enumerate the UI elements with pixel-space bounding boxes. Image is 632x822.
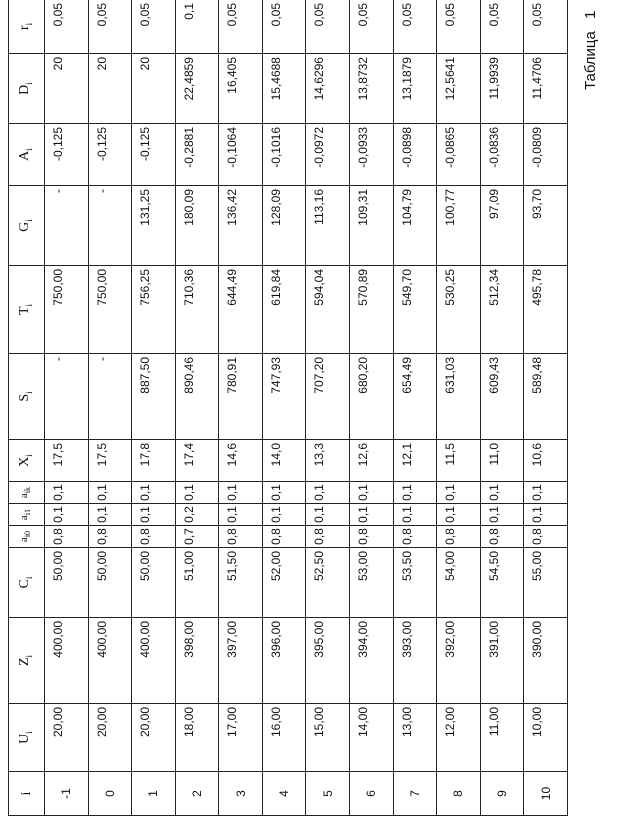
table-caption	[582, 0, 612, 90]
cell-s: 780,91	[219, 354, 263, 440]
header-s: $S_i$	[9, 354, 45, 440]
cell-z: 398,00	[175, 618, 219, 704]
cell-a1: 0,1	[262, 504, 306, 526]
cell-u: 20,00	[88, 704, 132, 772]
cell-z: 392,00	[437, 618, 481, 704]
cell-i: 8	[437, 772, 481, 816]
table-row	[393, 0, 437, 816]
cell-r: 0,05	[219, 0, 263, 54]
cell-u: 20,00	[45, 704, 89, 772]
cell-s: 890,46	[175, 354, 219, 440]
cell-x: 14,0	[262, 440, 306, 482]
header-t: $T_i$	[9, 266, 45, 354]
cell-z: 393,00	[393, 618, 437, 704]
cell-r: 0,05	[45, 0, 89, 54]
cell-g: 131,25	[132, 186, 176, 266]
cell-z: 397,00	[219, 618, 263, 704]
cell-a0: 0,8	[393, 526, 437, 548]
cell-s: 707,20	[306, 354, 350, 440]
cell-a1: 0,1	[393, 504, 437, 526]
cell-r: 0,05	[393, 0, 437, 54]
table-row	[350, 0, 394, 816]
cell-i: 6	[350, 772, 394, 816]
cell-a1: 0,1	[132, 504, 176, 526]
cell-c: 52,50	[306, 548, 350, 618]
cell-c: 50,00	[45, 548, 89, 618]
cell-x: 14,6	[219, 440, 263, 482]
cell-z: 400,00	[132, 618, 176, 704]
cell-ak: 0,1	[350, 482, 394, 504]
cell-t: 750,00	[88, 266, 132, 354]
table-row	[524, 0, 568, 816]
cell-x: 13,3	[306, 440, 350, 482]
cell-s: 887,50	[132, 354, 176, 440]
header-d: $D_i$	[9, 54, 45, 124]
cell-a1: 0,1	[45, 504, 89, 526]
cell-g: 128,09	[262, 186, 306, 266]
cell-d: 20	[45, 54, 89, 124]
cell-a1: 0,1	[350, 504, 394, 526]
table-row	[437, 0, 481, 816]
cell-t: 495,78	[524, 266, 568, 354]
cell-a: -0,125	[45, 124, 89, 186]
cell-i: 10	[524, 772, 568, 816]
cell-g: -	[88, 186, 132, 266]
cell-u: 18,00	[175, 704, 219, 772]
cell-x: 17,4	[175, 440, 219, 482]
cell-u: 17,00	[219, 704, 263, 772]
cell-ak: 0,1	[219, 482, 263, 504]
cell-u: 10,00	[524, 704, 568, 772]
cell-ak: 0,1	[480, 482, 524, 504]
cell-a0: 0,7	[175, 526, 219, 548]
cell-i: 7	[393, 772, 437, 816]
cell-u: 14,00	[350, 704, 394, 772]
cell-x: 11,5	[437, 440, 481, 482]
cell-g: 109,31	[350, 186, 394, 266]
caption-word: Таблица	[582, 31, 599, 90]
cell-t: 644,49	[219, 266, 263, 354]
cell-t: 710,36	[175, 266, 219, 354]
header-u: $U_i$	[9, 704, 45, 772]
cell-r: 0,05	[350, 0, 394, 54]
cell-d: 11,9939	[480, 54, 524, 124]
cell-a0: 0,8	[132, 526, 176, 548]
cell-a1: 0,2	[175, 504, 219, 526]
table-row	[219, 0, 263, 816]
cell-ak: 0,1	[306, 482, 350, 504]
cell-c: 50,00	[132, 548, 176, 618]
cell-a0: 0,8	[350, 526, 394, 548]
header-ak: $a_{ik}$	[9, 482, 45, 504]
cell-a0: 0,8	[437, 526, 481, 548]
data-table	[8, 0, 568, 816]
cell-a: -0,1016	[262, 124, 306, 186]
table-container	[8, 0, 568, 816]
cell-i: 3	[219, 772, 263, 816]
cell-u: 20,00	[132, 704, 176, 772]
cell-s: 680,20	[350, 354, 394, 440]
cell-s: 747,93	[262, 354, 306, 440]
cell-a0: 0,8	[88, 526, 132, 548]
table-row	[88, 0, 132, 816]
header-i: i	[9, 772, 45, 816]
cell-u: 12,00	[437, 704, 481, 772]
cell-r: 0,05	[524, 0, 568, 54]
header-g: $G_i$	[9, 186, 45, 266]
cell-r: 0,05	[132, 0, 176, 54]
cell-a: -0,2881	[175, 124, 219, 186]
cell-g: 136,42	[219, 186, 263, 266]
cell-z: 394,00	[350, 618, 394, 704]
cell-a0: 0,8	[45, 526, 89, 548]
header-a: $A_i$	[9, 124, 45, 186]
cell-ak: 0,1	[524, 482, 568, 504]
cell-i: 2	[175, 772, 219, 816]
cell-c: 51,00	[175, 548, 219, 618]
cell-x: 11,0	[480, 440, 524, 482]
cell-c: 55,00	[524, 548, 568, 618]
cell-t: 594,04	[306, 266, 350, 354]
header-r: $r_i$	[9, 0, 45, 54]
cell-c: 50,00	[88, 548, 132, 618]
cell-x: 17,5	[45, 440, 89, 482]
cell-d: 11,4706	[524, 54, 568, 124]
cell-x: 10,6	[524, 440, 568, 482]
table-row	[306, 0, 350, 816]
cell-t: 756,25	[132, 266, 176, 354]
cell-a: -0,0898	[393, 124, 437, 186]
cell-z: 400,00	[88, 618, 132, 704]
cell-s: -	[45, 354, 89, 440]
cell-d: 20	[132, 54, 176, 124]
cell-r: 0,05	[88, 0, 132, 54]
cell-r: 0,1	[175, 0, 219, 54]
cell-g: 93,70	[524, 186, 568, 266]
cell-s: 631,03	[437, 354, 481, 440]
cell-g: 104,79	[393, 186, 437, 266]
cell-r: 0,05	[437, 0, 481, 54]
table-row	[175, 0, 219, 816]
cell-u: 16,00	[262, 704, 306, 772]
cell-ak: 0,1	[88, 482, 132, 504]
cell-c: 53,50	[393, 548, 437, 618]
cell-g: 97,09	[480, 186, 524, 266]
cell-c: 52,00	[262, 548, 306, 618]
cell-i: 0	[88, 772, 132, 816]
cell-d: 14,6296	[306, 54, 350, 124]
cell-t: 750,00	[45, 266, 89, 354]
header-x: $X_i$	[9, 440, 45, 482]
cell-z: 390,00	[524, 618, 568, 704]
cell-c: 54,00	[437, 548, 481, 618]
cell-g: 180,09	[175, 186, 219, 266]
cell-u: 15,00	[306, 704, 350, 772]
cell-z: 395,00	[306, 618, 350, 704]
cell-ak: 0,1	[132, 482, 176, 504]
table-row	[262, 0, 306, 816]
cell-ak: 0,1	[175, 482, 219, 504]
table-row	[45, 0, 89, 816]
cell-a: -0,125	[88, 124, 132, 186]
cell-a0: 0,8	[262, 526, 306, 548]
cell-x: 12,6	[350, 440, 394, 482]
cell-t: 512,34	[480, 266, 524, 354]
cell-a: -0,0933	[350, 124, 394, 186]
cell-i: 5	[306, 772, 350, 816]
cell-c: 54,50	[480, 548, 524, 618]
cell-s: 589,48	[524, 354, 568, 440]
cell-d: 22,4859	[175, 54, 219, 124]
header-a1: $a_{i1}$	[9, 504, 45, 526]
cell-x: 17,8	[132, 440, 176, 482]
cell-ak: 0,1	[45, 482, 89, 504]
table-row	[480, 0, 524, 816]
cell-a0: 0,8	[480, 526, 524, 548]
cell-r: 0,05	[480, 0, 524, 54]
cell-a0: 0,8	[524, 526, 568, 548]
cell-d: 13,8732	[350, 54, 394, 124]
cell-x: 17,5	[88, 440, 132, 482]
cell-g: 100,77	[437, 186, 481, 266]
cell-c: 53,00	[350, 548, 394, 618]
cell-g: -	[45, 186, 89, 266]
header-a0: $a_{i0}$	[9, 526, 45, 548]
cell-t: 549,70	[393, 266, 437, 354]
cell-d: 12,5641	[437, 54, 481, 124]
header-c: $C_i$	[9, 548, 45, 618]
cell-a: -0,0836	[480, 124, 524, 186]
cell-a: -0,0865	[437, 124, 481, 186]
cell-z: 400,00	[45, 618, 89, 704]
cell-t: 570,89	[350, 266, 394, 354]
cell-a: -0,125	[132, 124, 176, 186]
cell-s: -	[88, 354, 132, 440]
cell-g: 113,16	[306, 186, 350, 266]
cell-z: 391,00	[480, 618, 524, 704]
header-row	[9, 0, 45, 816]
cell-a0: 0,8	[219, 526, 263, 548]
cell-x: 12,1	[393, 440, 437, 482]
cell-a1: 0,1	[524, 504, 568, 526]
cell-a: -0,0972	[306, 124, 350, 186]
cell-i: 4	[262, 772, 306, 816]
cell-ak: 0,1	[262, 482, 306, 504]
cell-a0: 0,8	[306, 526, 350, 548]
cell-u: 11,00	[480, 704, 524, 772]
cell-z: 396,00	[262, 618, 306, 704]
cell-s: 654,49	[393, 354, 437, 440]
cell-i: 1	[132, 772, 176, 816]
cell-a1: 0,1	[437, 504, 481, 526]
cell-t: 619,84	[262, 266, 306, 354]
cell-t: 530,25	[437, 266, 481, 354]
cell-a1: 0,1	[88, 504, 132, 526]
cell-a: -0,1064	[219, 124, 263, 186]
cell-s: 609,43	[480, 354, 524, 440]
cell-ak: 0,1	[393, 482, 437, 504]
cell-i: -1	[45, 772, 89, 816]
cell-ak: 0,1	[437, 482, 481, 504]
cell-r: 0,05	[306, 0, 350, 54]
cell-c: 51,50	[219, 548, 263, 618]
cell-d: 13,1879	[393, 54, 437, 124]
cell-r: 0,05	[262, 0, 306, 54]
cell-a1: 0,1	[480, 504, 524, 526]
cell-a1: 0,1	[306, 504, 350, 526]
cell-i: 9	[480, 772, 524, 816]
table-row	[132, 0, 176, 816]
cell-d: 16,405	[219, 54, 263, 124]
caption-number: 1	[582, 10, 599, 19]
cell-a: -0,0809	[524, 124, 568, 186]
table-body	[45, 0, 568, 816]
cell-d: 20	[88, 54, 132, 124]
cell-u: 13,00	[393, 704, 437, 772]
cell-d: 15,4688	[262, 54, 306, 124]
header-z: $Z_i$	[9, 618, 45, 704]
cell-a1: 0,1	[219, 504, 263, 526]
